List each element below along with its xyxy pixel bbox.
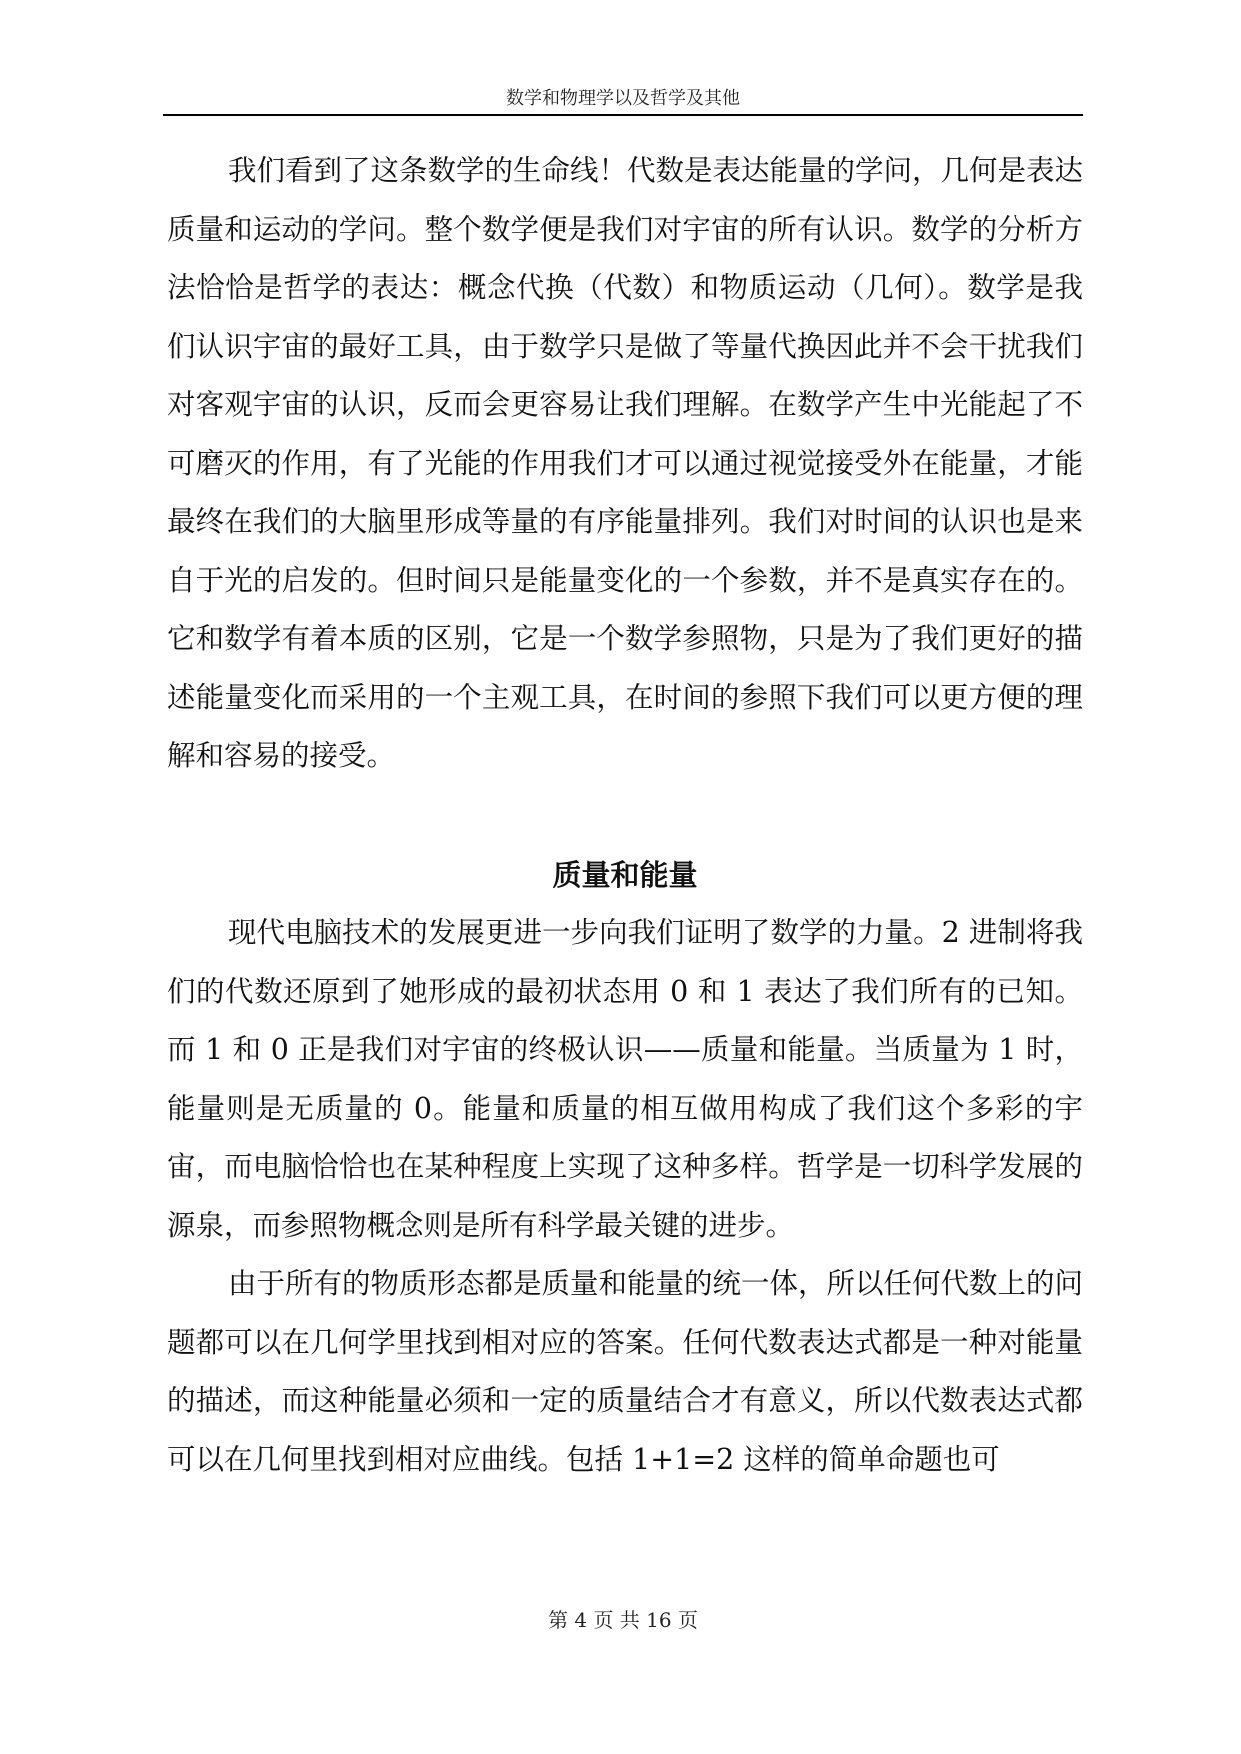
page-number-footer: 第 4 页 共 16 页 <box>548 1608 698 1632</box>
section-title: 质量和能量 <box>552 857 698 892</box>
running-header: 数学和物理学以及哲学及其他 <box>506 88 740 109</box>
header-rule <box>163 114 1083 116</box>
body-paragraph: 我们看到了这条数学的生命线！代数是表达能量的学问，几何是表达质量和运动的学问。整个数学便是我们对宇宙的所有认识。数学的分析方法恰恰是哲学的表达：概念代换（代数）和物质运动（几何）。数学是我们认识宇宙的最好工具，由于数学只是做了等量代换因此并不会干扰我们对客观宇宙的认识，反而会更容易让我们理解。在数学产生中光能起了不可磨灭的作用，有了光能的作用我们才可以通过视觉接受外在能量，才能最终在我们的大脑里形成等量的有序能量排列。我们对时间的认识也是来自于光的启发的。但时间只是能量变化的一个参数，并不是真实存在的。它和数学有着本质的区别，它是一个数学参照物，只是为了我们更好的描述能量变化而采用的一个主观工具，在时间的参照下我们可以更方便的理解和容易的接受。 <box>167 154 1084 772</box>
body-paragraph: 由于所有的物质形态都是质量和能量的统一体，所以任何代数上的问题都可以在几何学里找到相对应的答案。任何代数表达式都是一种对能量的描述，而这种能量必须和一定的质量结合才有意义，所以代数表达式都可以在几何里找到相对应曲线。包括 1+1=2 这样的简单命题也可 <box>167 1267 1084 1476</box>
body-paragraph: 现代电脑技术的发展更进一步向我们证明了数学的力量。2 进制将我们的代数还原到了她形成的最初状态用 0 和 1 表达了我们所有的已知。而 1 和 0 正是我们对宇宙的终极认识——质量和能量。当质量为 1 时，能量则是无质量的 0。能量和质量的相互做用构成了我们这个多彩的宇宙，而电脑恰恰也在某种程度上实现了这种多样。哲学是一切科学发展的源泉，而参照物概念则是所有科学最关键的进步。 <box>167 916 1083 1242</box>
page-body <box>167 142 1083 1489</box>
